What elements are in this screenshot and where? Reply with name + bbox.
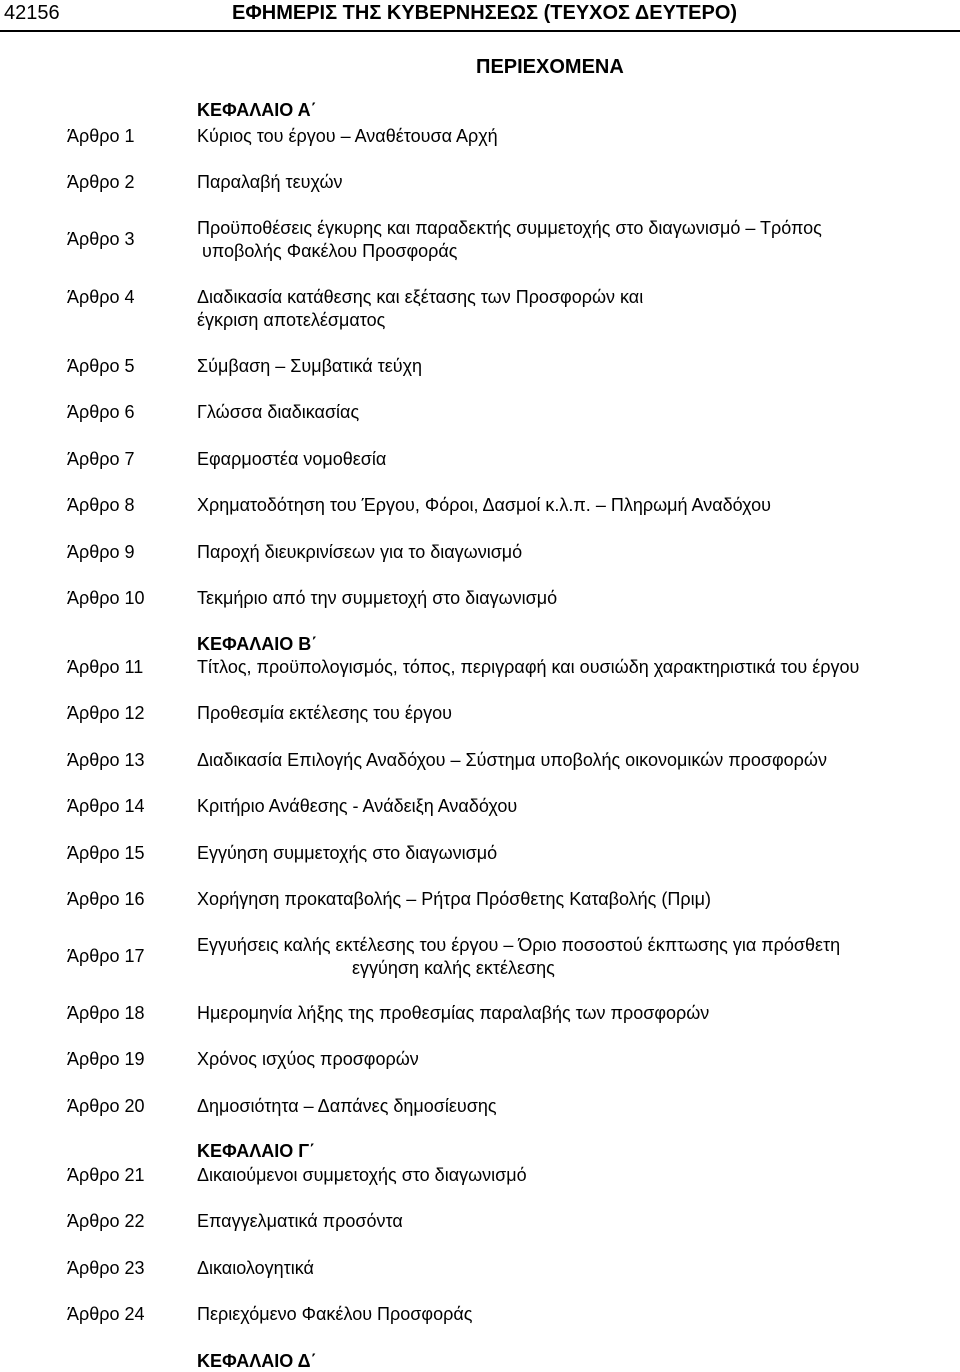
article-title xyxy=(197,286,643,332)
article-title-line2: έγκριση αποτελέσματος xyxy=(197,310,386,330)
contents-title: ΠΕΡΙΕΧΟΜΕΝΑ xyxy=(476,56,624,78)
article-title: Χορήγηση προκαταβολής – Ρήτρα Πρόσθετης Καταβολής (Πριμ) xyxy=(197,889,711,909)
running-title: ΕΦΗΜΕΡΙΣ ΤΗΣ ΚΥΒΕΡΝΗΣΕΩΣ (ΤΕΥΧΟΣ ΔΕΥΤΕΡΟ) xyxy=(232,2,738,24)
article-number: Άρθρο 3 xyxy=(67,229,135,249)
chapter-heading-c: ΚΕΦΑΛΑΙΟ Γ΄ xyxy=(197,1141,316,1161)
article-number: Άρθρο 22 xyxy=(67,1211,145,1231)
article-title: Τίτλος, προϋπολογισμός, τόπος, περιγραφή και ουσιώδη χαρακτηριστικά του έργου xyxy=(197,657,860,677)
article-number: Άρθρο 1 xyxy=(67,126,135,146)
article-number: Άρθρο 10 xyxy=(67,588,145,608)
article-number: Άρθρο 7 xyxy=(67,449,135,469)
page-header xyxy=(0,0,960,30)
article-title: Τεκμήριο από την συμμετοχή στο διαγωνισμό xyxy=(197,588,558,608)
article-number: Άρθρο 14 xyxy=(67,796,145,816)
article-title: Χρόνος ισχύος προσφορών xyxy=(197,1049,419,1069)
article-title-line2: εγγύηση καλής εκτέλεσης xyxy=(352,958,555,978)
article-number: Άρθρο 11 xyxy=(67,657,144,677)
article-title: Παραλαβή τευχών xyxy=(197,172,343,192)
article-number: Άρθρο 13 xyxy=(67,750,145,770)
article-title: Προθεσμία εκτέλεσης του έργου xyxy=(197,703,452,723)
header-rule xyxy=(0,30,960,32)
article-number: Άρθρο 17 xyxy=(67,946,145,966)
article-title-line1: Διαδικασία κατάθεσης και εξέτασης των Προσφορών και xyxy=(197,287,644,307)
article-number: Άρθρο 23 xyxy=(67,1258,145,1278)
chapter-heading-a: ΚΕΦΑΛΑΙΟ Α΄ xyxy=(197,100,317,120)
article-number: Άρθρο 6 xyxy=(67,402,135,422)
article-title: Παροχή διευκρινίσεων για το διαγωνισμό xyxy=(197,542,523,562)
article-number: Άρθρο 18 xyxy=(67,1003,145,1023)
article-title-line2: υποβολής Φακέλου Προσφοράς xyxy=(202,241,458,261)
article-title xyxy=(197,934,840,980)
article-title: Δικαιολογητικά xyxy=(197,1258,314,1278)
article-number: Άρθρο 21 xyxy=(67,1165,145,1185)
article-title: Γλώσσα διαδικασίας xyxy=(197,402,360,422)
article-number: Άρθρο 9 xyxy=(67,542,135,562)
article-number: Άρθρο 16 xyxy=(67,889,145,909)
article-title: Διαδικασία Επιλογής Αναδόχου – Σύστημα υποβολής οικονομικών προσφορών xyxy=(197,750,827,770)
article-title: Σύμβαση – Συμβατικά τεύχη xyxy=(197,356,423,376)
article-number: Άρθρο 19 xyxy=(67,1049,145,1069)
article-number: Άρθρο 12 xyxy=(67,703,145,723)
chapter-heading-d: ΚΕΦΑΛΑΙΟ Δ΄ xyxy=(197,1351,317,1371)
article-title: Εφαρμοστέα νομοθεσία xyxy=(197,449,387,469)
article-title-line1: Προϋποθέσεις έγκυρης και παραδεκτής συμμετοχής στο διαγωνισμό – Τρόπος xyxy=(197,218,822,238)
article-number: Άρθρο 8 xyxy=(67,495,135,515)
article-title-line1: Εγγυήσεις καλής εκτέλεσης του έργου – Όριο ποσοστού έκπτωσης για πρόσθετη xyxy=(197,935,841,955)
article-title: Ημερομηνία λήξης της προθεσμίας παραλαβής των προσφορών xyxy=(197,1003,710,1023)
article-title: Επαγγελματικά προσόντα xyxy=(197,1211,403,1231)
article-number: Άρθρο 15 xyxy=(67,843,145,863)
article-number: Άρθρο 24 xyxy=(67,1304,145,1324)
article-number: Άρθρο 2 xyxy=(67,172,135,192)
article-title: Κύριος του έργου – Αναθέτουσα Αρχή xyxy=(197,126,498,146)
page-number: 42156 xyxy=(4,2,60,24)
article-number: Άρθρο 20 xyxy=(67,1096,145,1116)
article-title: Δημοσιότητα – Δαπάνες δημοσίευσης xyxy=(197,1096,497,1116)
article-title: Περιεχόμενο Φακέλου Προσφοράς xyxy=(197,1304,473,1324)
article-title: Εγγύηση συμμετοχής στο διαγωνισμό xyxy=(197,843,498,863)
article-number: Άρθρο 4 xyxy=(67,287,135,307)
chapter-heading-b: ΚΕΦΑΛΑΙΟ Β΄ xyxy=(197,634,318,654)
article-title: Κριτήριο Ανάθεσης - Ανάδειξη Αναδόχου xyxy=(197,796,518,816)
article-number: Άρθρο 5 xyxy=(67,356,135,376)
article-title xyxy=(197,217,822,263)
article-title: Δικαιούμενοι συμμετοχής στο διαγωνισμό xyxy=(197,1165,527,1185)
article-title: Χρηματοδότηση του Έργου, Φόροι, Δασμοί κ.λ.π. – Πληρωμή Αναδόχου xyxy=(197,495,771,515)
